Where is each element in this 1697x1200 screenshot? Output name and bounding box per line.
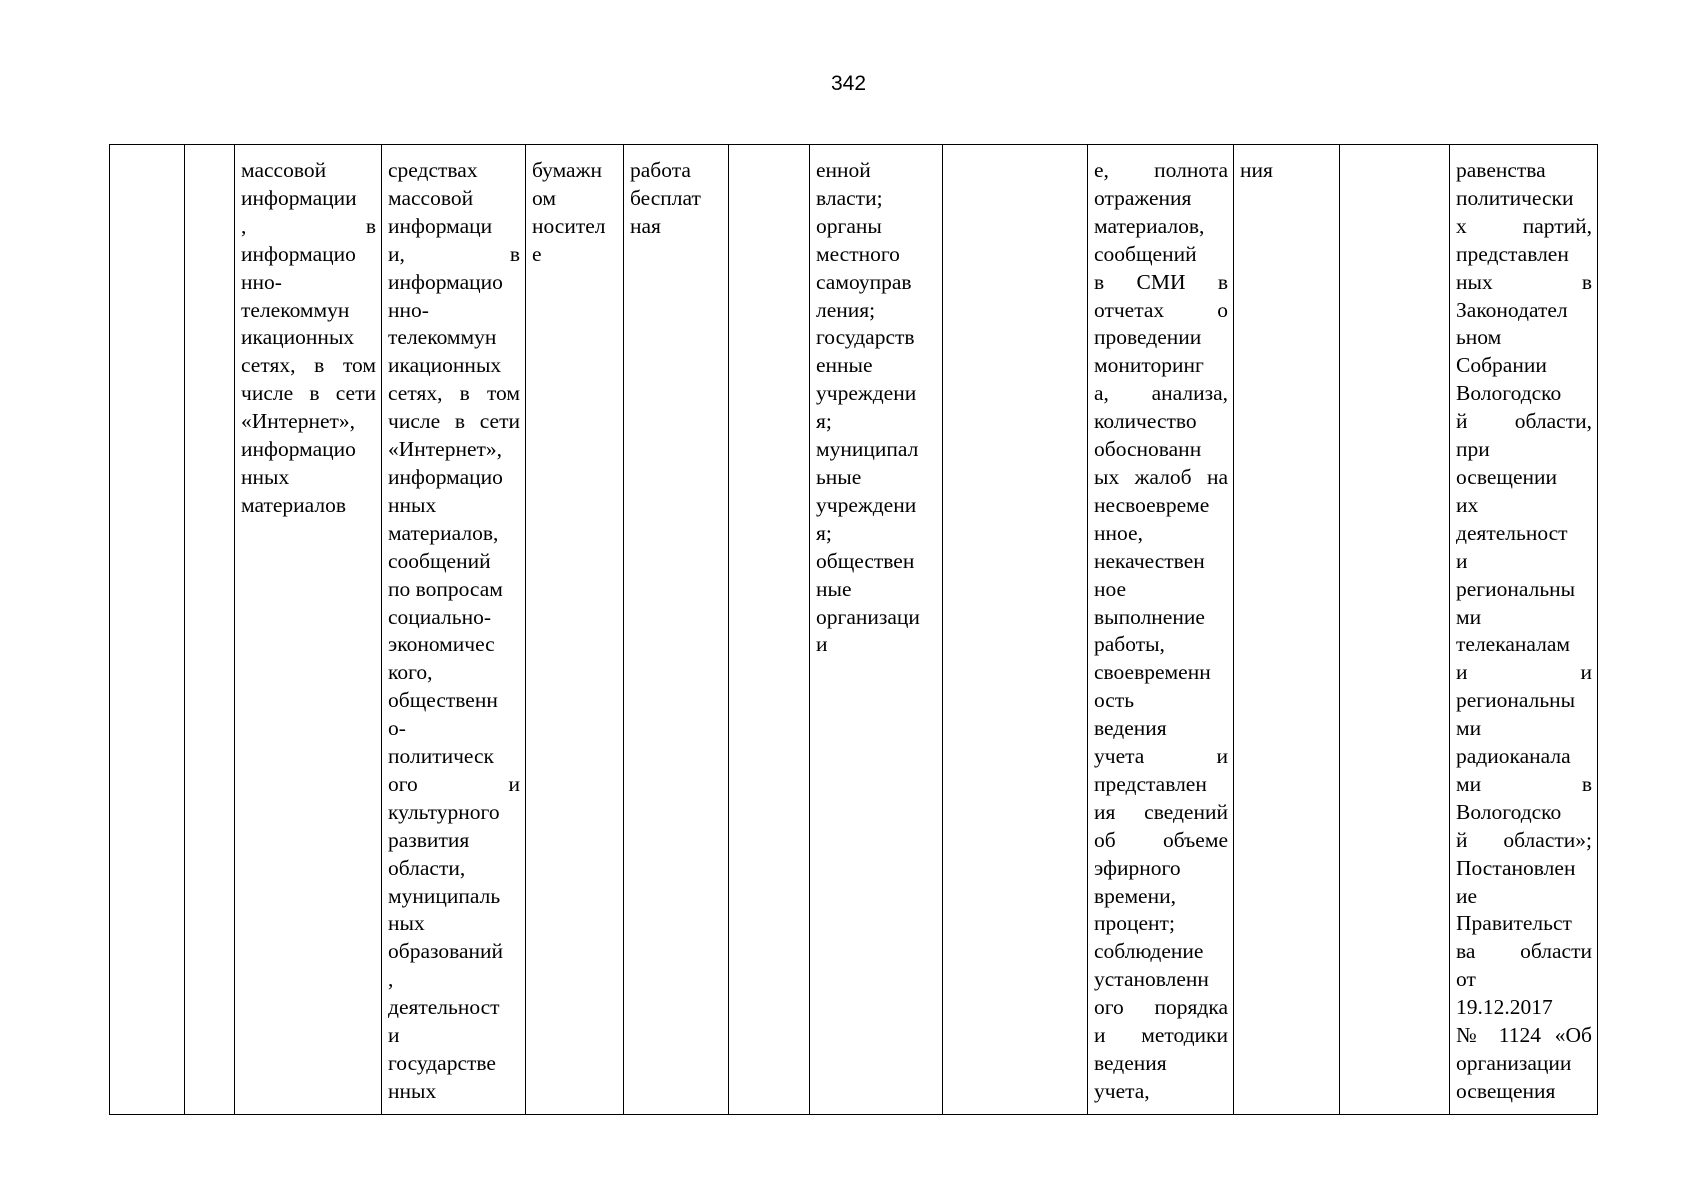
- table-cell-col-11: [1234, 145, 1340, 1115]
- cell-line: равенства: [1456, 158, 1546, 182]
- cell-line: государств: [816, 325, 915, 350]
- cell-line: радиоканала: [1456, 744, 1571, 769]
- cell-line: е: [532, 241, 542, 266]
- table-cell-col-13: [1450, 145, 1598, 1115]
- cell-line: информации: [241, 185, 357, 210]
- cell-line: местного: [816, 241, 900, 266]
- cell-line: информацио: [388, 269, 503, 294]
- cell-line: политическ: [388, 744, 494, 769]
- cell-line: власти;: [816, 185, 883, 210]
- cell-line: Правительст: [1456, 911, 1572, 936]
- cell-line: й области»;: [1456, 827, 1592, 852]
- cell-line: ом: [532, 185, 556, 210]
- cell-line: ных: [388, 911, 425, 936]
- cell-line: икационных: [388, 353, 502, 378]
- cell-line: материалов: [241, 492, 347, 517]
- cell-line: телеканалам: [1456, 632, 1570, 657]
- cell-line: Постановлен: [1456, 855, 1576, 880]
- cell-line: ых жалоб на: [1094, 464, 1228, 489]
- cell-line: социально-: [388, 604, 491, 629]
- cell-line: средствах: [388, 158, 478, 182]
- cell-line: в СМИ в: [1094, 269, 1228, 294]
- cell-line: деятельност: [388, 995, 500, 1020]
- cell-line: учета,: [1094, 1078, 1150, 1103]
- cell-line: ми: [1456, 716, 1482, 741]
- cell-line: выполнение: [1094, 604, 1205, 629]
- cell-line: информаци: [388, 213, 493, 238]
- cell-line: отчетах о: [1094, 297, 1228, 322]
- table-cell-col-4: [382, 145, 526, 1115]
- cell-line: и, в: [388, 241, 520, 266]
- cell-line: ми в: [1456, 771, 1592, 796]
- cell-line: освещении: [1456, 464, 1558, 489]
- cell-line: своевременн: [1094, 660, 1211, 685]
- cell-line: учреждени: [816, 492, 917, 517]
- table-cell-col-12: [1340, 145, 1450, 1115]
- cell-line: и: [816, 632, 828, 657]
- cell-line: политически: [1456, 185, 1574, 210]
- cell-line: е, полнота: [1094, 158, 1228, 182]
- cell-line: по вопросам: [388, 576, 503, 601]
- cell-line: ных в: [1456, 269, 1592, 294]
- cell-line: региональны: [1456, 688, 1576, 713]
- cell-line: об объеме: [1094, 827, 1228, 852]
- table-cell-col-2: [185, 145, 235, 1115]
- page-number: 342: [830, 72, 867, 95]
- table-cell-col-5: [526, 145, 624, 1115]
- cell-line: времени,: [1094, 883, 1176, 908]
- cell-line: деятельност: [1456, 520, 1568, 545]
- cell-line: а, анализа,: [1094, 381, 1228, 406]
- cell-line: бумажн: [532, 158, 602, 182]
- cell-line: нное,: [1094, 520, 1143, 545]
- cell-line: Законодател: [1456, 297, 1568, 322]
- cell-line: отражения: [1094, 185, 1192, 210]
- cell-line: й области,: [1456, 409, 1592, 434]
- cell-line: несвоевреме: [1094, 492, 1210, 517]
- cell-line: культурного: [388, 799, 500, 824]
- cell-line: организации: [1456, 1051, 1572, 1075]
- cell-line: муниципал: [816, 437, 919, 462]
- cell-line: сетях, в том: [241, 353, 376, 378]
- cell-line: материалов,: [1094, 213, 1205, 238]
- cell-line: общественн: [388, 688, 498, 713]
- cell-line: процент;: [1094, 911, 1175, 936]
- cell-line: представлен: [1456, 241, 1569, 266]
- cell-line: развития: [388, 827, 470, 852]
- cell-line: муниципаль: [388, 883, 501, 908]
- cell-line: ость: [1094, 688, 1135, 713]
- cell-line: организаци: [816, 604, 920, 629]
- cell-line: самоуправ: [816, 269, 912, 294]
- table-cell-col-6: [624, 145, 729, 1115]
- cell-line: телекоммун: [388, 325, 497, 350]
- cell-line: ого и: [388, 771, 520, 796]
- cell-line: установленн: [1094, 967, 1209, 992]
- cell-line: , в: [241, 213, 376, 238]
- cell-line: освещения: [1456, 1078, 1556, 1103]
- cell-line: и: [388, 1023, 400, 1048]
- cell-line: массовой: [388, 185, 474, 210]
- cell-line: материалов,: [388, 520, 499, 545]
- cell-line: представлен: [1094, 771, 1207, 796]
- cell-line: учета и: [1094, 744, 1228, 769]
- cell-line: ведения: [1094, 716, 1167, 741]
- cell-line: № 1124 «Об: [1456, 1023, 1592, 1048]
- cell-line: «Интернет»,: [388, 437, 503, 462]
- cell-line: обществен: [816, 548, 915, 573]
- cell-line: ва области: [1456, 939, 1592, 964]
- table-cell-col-8: [810, 145, 943, 1115]
- cell-line: ия сведений: [1094, 799, 1228, 824]
- table-cell-col-10: [1088, 145, 1234, 1115]
- cell-line: соблюдение: [1094, 939, 1204, 964]
- cell-line: ные: [816, 576, 852, 601]
- cell-line: массовой: [241, 158, 327, 182]
- cell-line: и: [1456, 548, 1468, 573]
- cell-line: области,: [388, 855, 466, 880]
- cell-line: я;: [816, 520, 832, 545]
- cell-line: ления;: [816, 297, 876, 322]
- cell-line: енной: [816, 158, 871, 182]
- cell-line: 19.12.2017: [1456, 995, 1553, 1020]
- cell-line: Вологодско: [1456, 381, 1562, 406]
- cell-line: и методики: [1094, 1023, 1228, 1048]
- cell-line: сообщений: [388, 548, 491, 573]
- cell-line: х партий,: [1456, 213, 1592, 238]
- cell-line: экономичес: [388, 632, 495, 657]
- cell-line: образований: [388, 939, 504, 964]
- cell-line: учреждени: [816, 381, 917, 406]
- cell-line: телекоммун: [241, 297, 350, 322]
- cell-line: государстве: [388, 1051, 496, 1075]
- cell-line: органы: [816, 213, 882, 238]
- cell-line: сообщений: [1094, 241, 1197, 266]
- cell-line: эфирного: [1094, 855, 1181, 880]
- cell-line: количество: [1094, 409, 1197, 434]
- cell-line: при: [1456, 437, 1490, 462]
- cell-line: сетях, в том: [388, 381, 520, 406]
- cell-line: ное: [1094, 576, 1127, 601]
- data-table: [109, 144, 1598, 1115]
- cell-line: ьном: [1456, 325, 1502, 350]
- cell-line: и и: [1456, 660, 1592, 685]
- cell-line: ие: [1456, 883, 1478, 908]
- cell-line: проведении: [1094, 325, 1202, 350]
- table-cell-col-3: [235, 145, 382, 1115]
- cell-line: их: [1456, 492, 1479, 517]
- cell-line: числе в сети: [388, 409, 520, 434]
- cell-line: информацио: [241, 437, 356, 462]
- cell-line: региональны: [1456, 576, 1576, 601]
- cell-line: информацио: [241, 241, 356, 266]
- cell-line: нных: [388, 492, 437, 517]
- cell-line: нно-: [388, 297, 429, 322]
- cell-line: работы,: [1094, 632, 1165, 657]
- cell-line: нно-: [241, 269, 282, 294]
- cell-line: ведения: [1094, 1051, 1167, 1075]
- cell-line: бесплат: [630, 185, 701, 210]
- cell-line: о-: [388, 716, 406, 741]
- table-cell-col-9: [943, 145, 1088, 1115]
- cell-line: Собрании: [1456, 353, 1547, 378]
- cell-line: некачествен: [1094, 548, 1205, 573]
- cell-line: ,: [388, 967, 394, 992]
- table-cell-col-7: [729, 145, 810, 1115]
- cell-line: от: [1456, 967, 1476, 992]
- cell-line: работа: [630, 158, 691, 182]
- cell-line: числе в сети: [241, 381, 376, 406]
- cell-line: ми: [1456, 604, 1482, 629]
- cell-line: ьные: [816, 464, 862, 489]
- cell-line: обоснованн: [1094, 437, 1202, 462]
- cell-line: «Интернет»,: [241, 409, 356, 434]
- cell-line: информацио: [388, 464, 503, 489]
- cell-line: мониторинг: [1094, 353, 1204, 378]
- cell-line: ого порядка: [1094, 995, 1228, 1020]
- cell-line: енные: [816, 353, 873, 378]
- cell-line: Вологодско: [1456, 799, 1562, 824]
- cell-line: я;: [816, 409, 832, 434]
- cell-line: ная: [630, 213, 661, 238]
- cell-line: ния: [1240, 158, 1273, 182]
- cell-line: носител: [532, 213, 606, 238]
- cell-line: нных: [241, 464, 290, 489]
- cell-line: икационных: [241, 325, 355, 350]
- table-cell-col-1: [110, 145, 185, 1115]
- cell-line: кого,: [388, 660, 433, 685]
- table-row: [110, 145, 1598, 1115]
- cell-line: нных: [388, 1078, 437, 1103]
